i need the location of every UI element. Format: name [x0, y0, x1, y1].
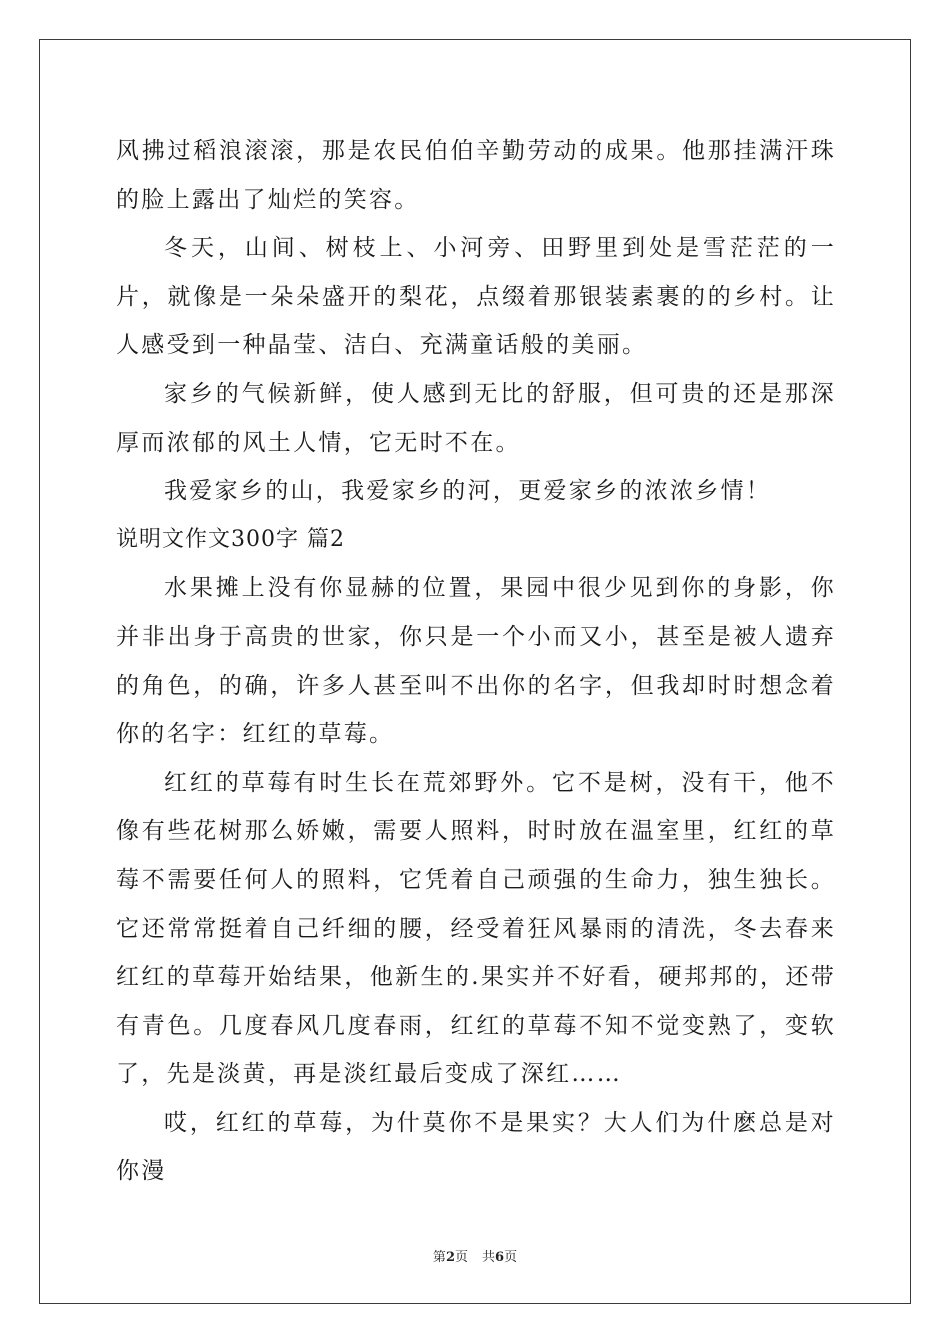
section-heading: 说明文作文300字 篇2 [116, 526, 345, 552]
footer-prefix: 第 [432, 1250, 446, 1265]
document-body [116, 127, 836, 1196]
current-page-number: 2 [445, 1250, 455, 1265]
paragraph: 我爱家乡的山，我爱家乡的河，更爱家乡的浓浓乡情！ [164, 478, 772, 505]
paragraph: 哎，红红的草莓，为什莫你不是果实？大人们为什麽总是对你漫 [116, 1109, 836, 1185]
page-footer [0, 1246, 950, 1265]
footer-page-suffix: 页 [454, 1250, 468, 1265]
paragraph: 水果摊上没有你显赫的位置，果园中很少见到你的身影，你并非出身于高贵的世家，你只是一个小而又小，甚至是被人遗弃的角色，的确，许多人甚至叫不出你的名字，但我却时时想念着你的名字：红红的草莓。 [116, 575, 836, 748]
paragraph: 冬天，山间、树枝上、小河旁、田野里到处是雪茫茫的一片，就像是一朵朵盛开的梨花，点缀着那银装素裹的的乡村。让人感受到一种晶莹、洁白、充满童话般的美丽。 [116, 235, 836, 359]
footer-total-suffix: 页 [504, 1250, 518, 1265]
paragraph: 风拂过稻浪滚滚，那是农民伯伯辛勤劳动的成果。他那挂满汗珠的脸上露出了灿烂的笑容。 [116, 138, 836, 213]
paragraph: 家乡的气候新鲜，使人感到无比的舒服，但可贵的还是那深厚而浓郁的风土人情，它无时不在。 [116, 380, 836, 456]
total-page-count: 6 [495, 1250, 505, 1265]
footer-total-prefix: 共 [482, 1250, 496, 1265]
paragraph: 红红的草莓有时生长在荒郊野外。它不是树，没有干，他不像有些花树那么娇嫩，需要人照料，时时放在温室里，红红的草莓不需要任何人的照料，它凭着自己顽强的生命力，独生独长。它还常常挺着自己纤细的腰，经受着狂风暴雨的清洗，冬去春来红红的草莓开始结果，他新生的.果实并不好看，硬邦邦的，还带有青色。几度春风几度春雨，红红的草莓不知不觉变熟了，变软了，先是淡黄，再是淡红最后变成了深红…… [116, 769, 836, 1088]
